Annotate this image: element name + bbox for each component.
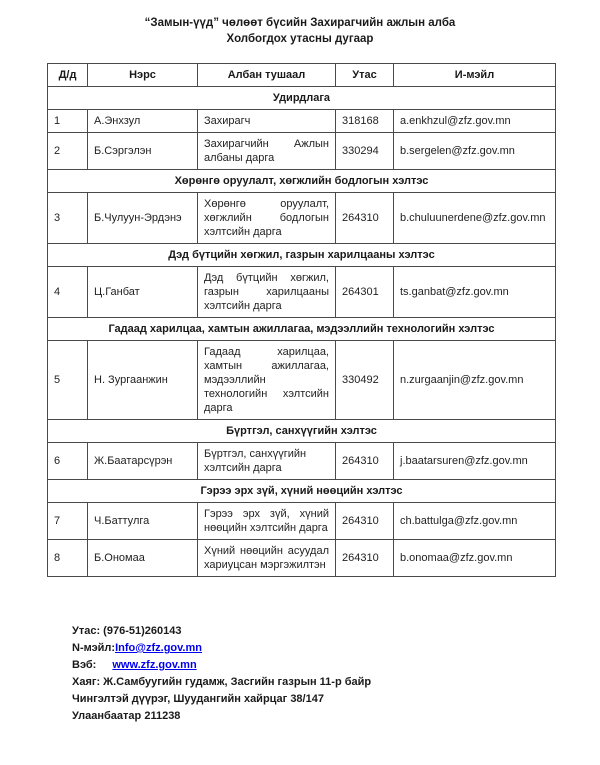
cell-phone: 330492 <box>336 341 394 420</box>
footer-line <box>72 657 600 674</box>
cell-row-number: 3 <box>48 193 88 244</box>
footer-label: Чингэлтэй дүүрэг, Шуудангийн хайрцаг 38/147 <box>72 693 324 705</box>
cell-email: b.chuluunerdene@zfz.gov.mn <box>394 193 556 244</box>
section-header-row <box>48 244 556 267</box>
cell-phone: 264310 <box>336 443 394 480</box>
table-row <box>48 133 556 170</box>
table-row <box>48 267 556 318</box>
footer-label: Хаяг: Ж.Самбуугийн гудамж, Засгийн газрын 11-р байр <box>72 676 372 688</box>
section-header-label: Гадаад харилцаа, хамтын ажиллагаа, мэдээллийн технологийн хэлтэс <box>48 318 556 341</box>
section-header-label: Хөрөнгө оруулалт, хөгжлийн бодлогын хэлтэс <box>48 170 556 193</box>
cell-position: Захирагч <box>198 110 336 133</box>
cell-name: Б.Ономаа <box>88 540 198 577</box>
document-title-line2: Холбогдох утасны дугаар <box>226 33 374 45</box>
cell-name: А.Энхзул <box>88 110 198 133</box>
section-header-row <box>48 87 556 110</box>
column-header-no: Д/д <box>48 64 88 87</box>
cell-email: n.zurgaanjin@zfz.gov.mn <box>394 341 556 420</box>
document-title-line1: “Замын-үүд” чөлөөт бүсийн Захирагчийн ажлын алба <box>144 17 456 29</box>
footer-label: N-мэйл: <box>72 642 116 654</box>
cell-position: Хөрөнгө оруулалт, хөгжлийн бодлогын хэлтсийн дарга <box>198 193 336 244</box>
contacts-table <box>47 63 556 577</box>
table-row <box>48 540 556 577</box>
cell-phone: 264310 <box>336 503 394 540</box>
cell-row-number: 1 <box>48 110 88 133</box>
table-row <box>48 110 556 133</box>
table-row <box>48 193 556 244</box>
column-header-name: Нэрс <box>88 64 198 87</box>
cell-name: Б.Сэргэлэн <box>88 133 198 170</box>
section-header-label: Гэрээ эрх зүй, хүний нөөцийн хэлтэс <box>48 480 556 503</box>
cell-row-number: 8 <box>48 540 88 577</box>
column-header-email: И-мэйл <box>394 64 556 87</box>
section-header-row <box>48 318 556 341</box>
table-row <box>48 443 556 480</box>
footer-line <box>72 674 600 691</box>
cell-phone: 264310 <box>336 540 394 577</box>
footer-label: Улаанбаатар 211238 <box>72 710 181 722</box>
cell-position: Гадаад харилцаа, хамтын ажиллагаа, мэдээллийн технологийн хэлтсийн дарга <box>198 341 336 420</box>
cell-name: Б.Чулуун-Эрдэнэ <box>88 193 198 244</box>
cell-name: Ц.Ганбат <box>88 267 198 318</box>
cell-row-number: 4 <box>48 267 88 318</box>
cell-phone: 264310 <box>336 193 394 244</box>
cell-position: Бүртгэл, санхүүгийн хэлтсийн дарга <box>198 443 336 480</box>
document-page <box>0 15 600 765</box>
cell-phone: 264301 <box>336 267 394 318</box>
section-header-row <box>48 420 556 443</box>
cell-position: Дэд бүтцийн хөгжил, газрын харилцааны хэлтсийн дарга <box>198 267 336 318</box>
cell-phone: 330294 <box>336 133 394 170</box>
table-header-row <box>48 64 556 87</box>
section-header-label: Дэд бүтцийн хөгжил, газрын харилцааны хэлтэс <box>48 244 556 267</box>
document-title <box>0 15 600 47</box>
cell-email: a.enkhzul@zfz.gov.mn <box>394 110 556 133</box>
section-header-label: Бүртгэл, санхүүгийн хэлтэс <box>48 420 556 443</box>
footer-label: Вэб: <box>72 659 97 671</box>
section-header-row <box>48 170 556 193</box>
footer-line <box>72 623 600 640</box>
footer-line <box>72 691 600 708</box>
website-link[interactable]: www.zfz.gov.mn <box>112 659 197 671</box>
cell-position: Гэрээ эрх зүй, хүний нөөцийн хэлтсийн дарга <box>198 503 336 540</box>
column-header-phone: Утас <box>336 64 394 87</box>
cell-row-number: 6 <box>48 443 88 480</box>
cell-email: ts.ganbat@zfz.gov.mn <box>394 267 556 318</box>
section-header-row <box>48 480 556 503</box>
footer-label: Утас: (976-51)260143 <box>72 625 182 637</box>
cell-row-number: 2 <box>48 133 88 170</box>
cell-email: b.onomaa@zfz.gov.mn <box>394 540 556 577</box>
email-link[interactable]: Info@zfz.gov.mn <box>115 642 202 654</box>
cell-position: Хүний нөөцийн асуудал хариуцсан мэргэжилтэн <box>198 540 336 577</box>
cell-name: Ч.Баттулга <box>88 503 198 540</box>
cell-name: Н. Зургаанжин <box>88 341 198 420</box>
cell-email: ch.battulga@zfz.gov.mn <box>394 503 556 540</box>
cell-row-number: 5 <box>48 341 88 420</box>
footer-line <box>72 640 600 657</box>
cell-position: Захирагчийн Ажлын албаны дарга <box>198 133 336 170</box>
cell-email: b.sergelen@zfz.gov.mn <box>394 133 556 170</box>
cell-row-number: 7 <box>48 503 88 540</box>
section-header-label: Удирдлага <box>48 87 556 110</box>
contact-footer <box>0 623 600 725</box>
cell-name: Ж.Баатарсүрэн <box>88 443 198 480</box>
column-header-position: Албан тушаал <box>198 64 336 87</box>
cell-phone: 318168 <box>336 110 394 133</box>
footer-line <box>72 708 600 725</box>
table-row <box>48 341 556 420</box>
cell-email: j.baatarsuren@zfz.gov.mn <box>394 443 556 480</box>
table-row <box>48 503 556 540</box>
